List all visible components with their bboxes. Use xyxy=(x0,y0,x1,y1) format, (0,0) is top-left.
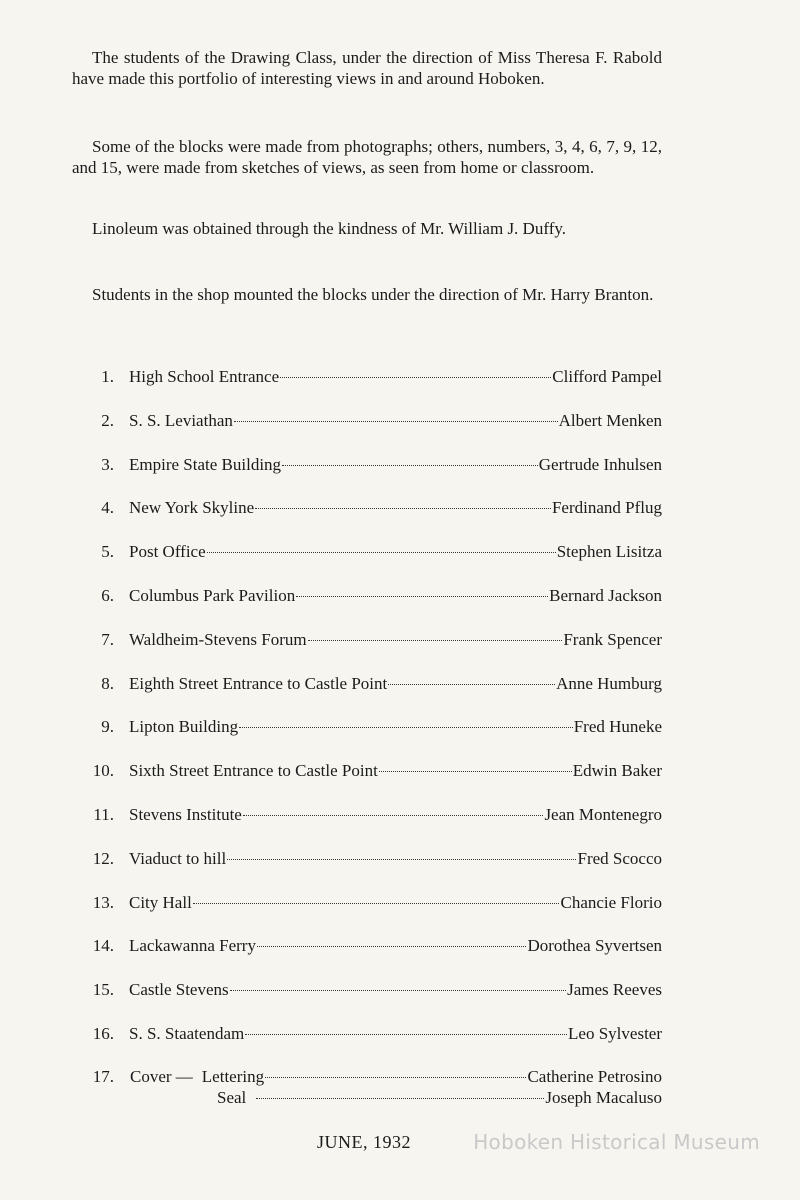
seal-label: Seal xyxy=(217,1087,247,1107)
intro-paragraph-shop: Students in the shop mounted the blocks under the direction of Mr. Harry Branton. xyxy=(92,285,654,304)
item-title: Columbus Park Pavilion xyxy=(129,585,296,605)
item-title: Empire State Building xyxy=(129,454,282,474)
item-author: Edwin Baker xyxy=(572,761,662,781)
item-title: S. S. Staatendam xyxy=(129,1023,245,1043)
list-item-cover-lettering xyxy=(70,1066,662,1088)
item-author: Fred Scocco xyxy=(577,848,662,868)
item-number: 5. xyxy=(101,542,114,562)
dot-leader xyxy=(282,465,538,466)
item-title: Sixth Street Entrance to Castle Point xyxy=(129,761,378,781)
list-item xyxy=(70,496,662,540)
list-item xyxy=(70,409,662,453)
dot-leader xyxy=(255,508,551,509)
list-item-cover-seal xyxy=(70,1088,662,1108)
dot-leader xyxy=(230,990,566,991)
item-number: 1. xyxy=(101,367,114,386)
list-item xyxy=(70,847,662,891)
list-item xyxy=(70,891,662,935)
intro-paragraph-drawing-class: The students of the Drawing Class, under the direction of Miss Theresa F. Rabold have made this portfolio of interesting views in and around Hoboken. xyxy=(72,48,662,88)
item-title: Castle Stevens xyxy=(129,980,229,1000)
item-number: 2. xyxy=(101,410,114,430)
item-number: 10. xyxy=(92,761,114,781)
item-author: Albert Menken xyxy=(558,410,662,430)
seal-author: Joseph Macaluso xyxy=(545,1087,662,1107)
intro-paragraph-blocks: Some of the blocks were made from photographs; others, numbers, 3, 4, 6, 7, 9, 12, and 15, were made from sketches of views, as seen from home or classroom. xyxy=(72,137,662,177)
dot-leader xyxy=(379,771,572,772)
item-author: Ferdinand Pflug xyxy=(551,498,662,518)
item-author: Anne Humburg xyxy=(556,673,662,693)
cover-label: Cover — xyxy=(130,1066,193,1086)
item-number: 12. xyxy=(92,848,114,868)
item-title: S. S. Leviathan xyxy=(129,410,233,430)
item-title: Waldheim-Stevens Forum xyxy=(129,629,307,649)
dot-leader xyxy=(227,859,576,860)
museum-watermark: Hoboken Historical Museum xyxy=(473,1130,760,1154)
dot-leader xyxy=(257,946,526,947)
item-author: Clifford Pampel xyxy=(552,367,662,386)
dot-leader xyxy=(280,377,551,378)
item-title: City Hall xyxy=(129,892,192,912)
dot-leader xyxy=(245,1034,567,1035)
item-title: High School Entrance xyxy=(129,367,280,386)
dot-leader xyxy=(207,552,556,553)
dot-leader xyxy=(265,1077,526,1078)
item-title: Lipton Building xyxy=(129,717,239,737)
dot-leader xyxy=(239,727,573,728)
item-number: 15. xyxy=(92,980,114,1000)
item-author: Jean Montenegro xyxy=(544,804,662,824)
item-number: 9. xyxy=(101,717,114,737)
views-list xyxy=(70,365,662,1108)
list-item xyxy=(70,365,662,409)
dot-leader xyxy=(388,684,555,685)
item-title: New York Skyline xyxy=(129,498,255,518)
item-title: Viaduct to hill xyxy=(129,848,227,868)
item-author: Bernard Jackson xyxy=(549,585,662,605)
item-number: 13. xyxy=(92,892,114,912)
item-title: Post Office xyxy=(129,542,206,562)
item-author: Dorothea Syvertsen xyxy=(527,936,662,956)
item-number: 11. xyxy=(93,804,114,824)
item-number: 17. xyxy=(92,1066,114,1086)
item-author: James Reeves xyxy=(567,980,662,1000)
item-title: Lackawanna Ferry xyxy=(129,936,256,956)
dot-leader xyxy=(234,421,558,422)
item-author: Leo Sylvester xyxy=(568,1023,662,1043)
list-item xyxy=(70,540,662,584)
item-title: Stevens Institute xyxy=(129,804,242,824)
item-number: 4. xyxy=(101,498,114,518)
item-author: Gertrude Inhulsen xyxy=(538,454,662,474)
list-item xyxy=(70,759,662,803)
dot-leader xyxy=(308,640,563,641)
list-item xyxy=(70,803,662,847)
item-number: 6. xyxy=(101,585,114,605)
lettering-label: Lettering xyxy=(201,1066,265,1086)
list-item xyxy=(70,715,662,759)
list-item xyxy=(70,1022,662,1066)
intro-paragraph-linoleum: Linoleum was obtained through the kindness of Mr. William J. Duffy. xyxy=(92,219,566,238)
list-item xyxy=(70,453,662,497)
list-item xyxy=(70,672,662,716)
list-item xyxy=(70,584,662,628)
item-number: 16. xyxy=(92,1023,114,1043)
item-author: Chancie Florio xyxy=(560,892,662,912)
item-number: 14. xyxy=(92,936,114,956)
item-number: 8. xyxy=(101,673,114,693)
dot-leader xyxy=(296,596,548,597)
dot-leader xyxy=(243,815,544,816)
list-item xyxy=(70,978,662,1022)
lettering-author: Catherine Petrosino xyxy=(527,1066,662,1086)
item-number: 3. xyxy=(101,454,114,474)
list-item xyxy=(70,628,662,672)
dot-leader xyxy=(193,903,560,904)
dot-leader xyxy=(256,1098,544,1099)
item-title: Eighth Street Entrance to Castle Point xyxy=(129,673,388,693)
list-item xyxy=(70,934,662,978)
publication-date: JUNE, 1932 xyxy=(317,1132,411,1152)
item-author: Stephen Lisitza xyxy=(556,542,662,562)
item-author: Fred Huneke xyxy=(573,717,662,737)
item-author: Frank Spencer xyxy=(563,629,662,649)
item-number: 7. xyxy=(101,629,114,649)
